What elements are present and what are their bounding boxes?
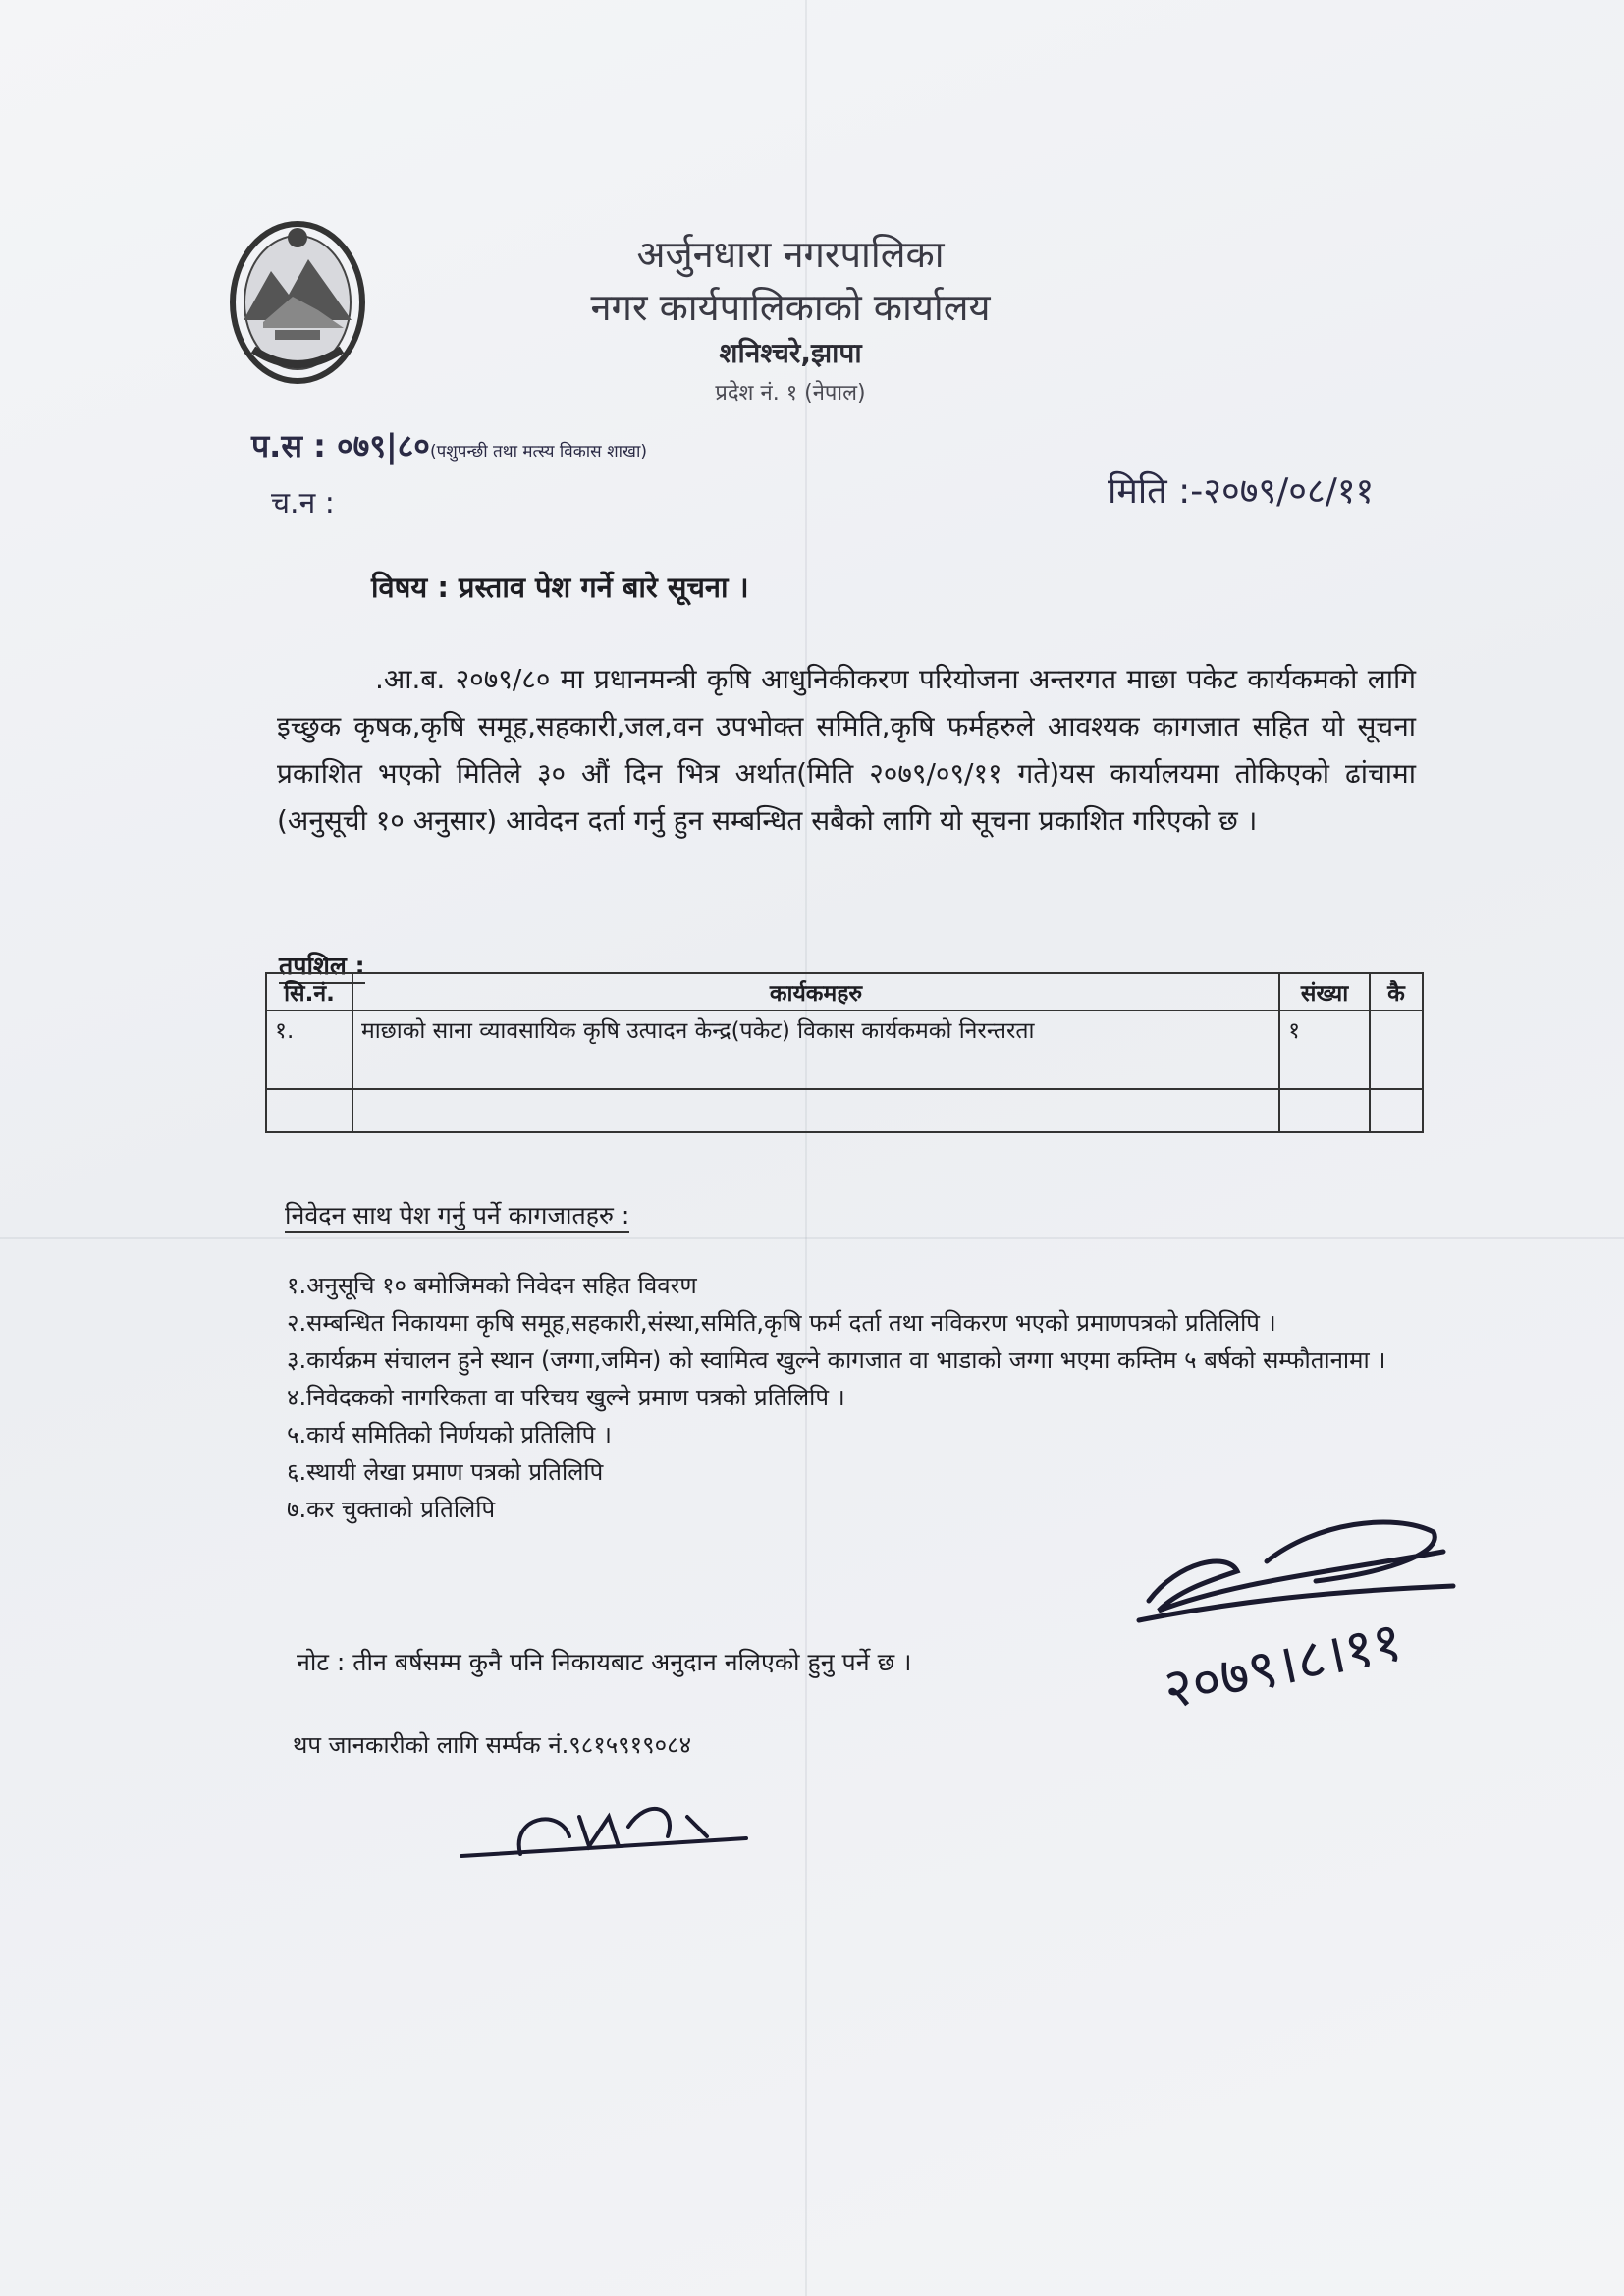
col-remarks: कै [1370,973,1423,1011]
table-row [266,1011,1423,1089]
cell-program: माछाको साना व्यावसायिक कृषि उत्पादन केन्द्र(पकेट) विकास कार्यकमको निरन्तरता [352,1011,1279,1089]
cell-empty [1279,1089,1370,1132]
documents-title: निवेदन साथ पेश गर्नु पर्ने कागजातहरु : [285,1198,629,1233]
municipality-name: अर्जुनधारा नगरपालिका [636,233,945,276]
cell-count: १ [1279,1011,1370,1089]
list-item: ७.कर चुक्ताको प्रतिलिपि [287,1496,496,1523]
col-program: कार्यकमहरु [352,973,1279,1011]
documents-list [287,1267,1426,1528]
letter-date: मिति :-२०७९/०८/११ [1108,471,1375,512]
office-name: नगर कार्यपालिकाको कार्यालय [590,286,991,329]
list-item: १.अनुसूचि १० बमोजिमको निवेदन सहित विवरण [287,1272,697,1299]
program-table [265,972,1424,1133]
branch-name: (पशुपन्छी तथा मत्स्य विकास शाखा) [429,442,647,462]
table-row-empty [266,1089,1423,1132]
reference-number [251,424,647,466]
list-item: ४.निवेदकको नागरिकता वा परिचय खुल्ने प्रमाण पत्रको प्रतिलिपि । [287,1384,845,1411]
cell-empty [1370,1089,1423,1132]
office-location: शनिश्चरे,झापा [719,337,862,369]
signature-date: २०७९।८।११ [1158,1609,1408,1722]
cell-serial: १. [266,1011,352,1089]
table-header-row [266,973,1423,1011]
province-name: प्रदेश नं. १ (नेपाल) [715,381,866,406]
cell-empty [352,1089,1279,1132]
dispatch-number: च.न : [271,486,335,520]
nepal-emblem-icon [224,212,371,387]
signature [452,1777,766,1876]
list-item: २.सम्बन्धित निकायमा कृषि समूह,सहकारी,संस्था,समिति,कृषि फर्म दर्ता तथा नविकरण भएको प्रमाणपत्रको प्रतिलिपि । [287,1309,1276,1337]
body-paragraph: .आ.ब. २०७९/८० मा प्रधानमन्त्री कृषि आधुनिकीकरण परियोजना अन्तरगत माछा पकेट कार्यकमको लागि इच्छुक कृषक,कृषि समूह,सहकारी,जल,वन उपभोक्त समिति,कृषि फर्महरुले आवश्यक कागजात सहित यो सूचना प्रकाशित भएको मितिले ३० औं दिन भित्र अर्थात(मिति २०७९/०९/११ गते)यस कार्यालयमा तोकिएको ढांचामा (अनुसूची १० अनुसार) आवेदन दर्ता गर्नु हुन सम्बन्धित सबैको लागि यो सूचना प्रकाशित गरिएको छ । [277,663,1416,837]
paper-crease [0,1237,1624,1239]
col-serial: सि.नं. [266,973,352,1011]
note-text: नोट : तीन बर्षसम्म कुनै पनि निकायबाट अनुदान नलिएको हुनु पर्ने छ । [297,1648,912,1676]
reference-label: प.स : ०७९|८० [251,427,430,465]
cell-remarks [1370,1011,1423,1089]
list-item: ६.स्थायी लेखा प्रमाण पत्रको प्रतिलिपि [287,1458,604,1486]
list-item: ३.कार्यक्रम संचालन हुने स्थान (जग्गा,जमिन) को स्वामित्व खुल्ने कागजात वा भाडाको जग्गा भएमा कम्तिम ५ बर्षको सम्फौतानामा । [287,1346,1386,1374]
subject-line: विषय : प्रस्ताव पेश गर्ने बारे सूचना । [371,571,749,604]
col-count: संख्या [1279,973,1370,1011]
table-title: तपशिल : [279,949,365,984]
cell-empty [266,1089,352,1132]
signature-with-date [1119,1493,1463,1728]
contact-text: थप जानकारीको लागि सर्म्पक नं.९८१५९१९०८४ [293,1731,692,1759]
list-item: ५.कार्य समितिको निर्णयको प्रतिलिपि । [287,1421,612,1449]
